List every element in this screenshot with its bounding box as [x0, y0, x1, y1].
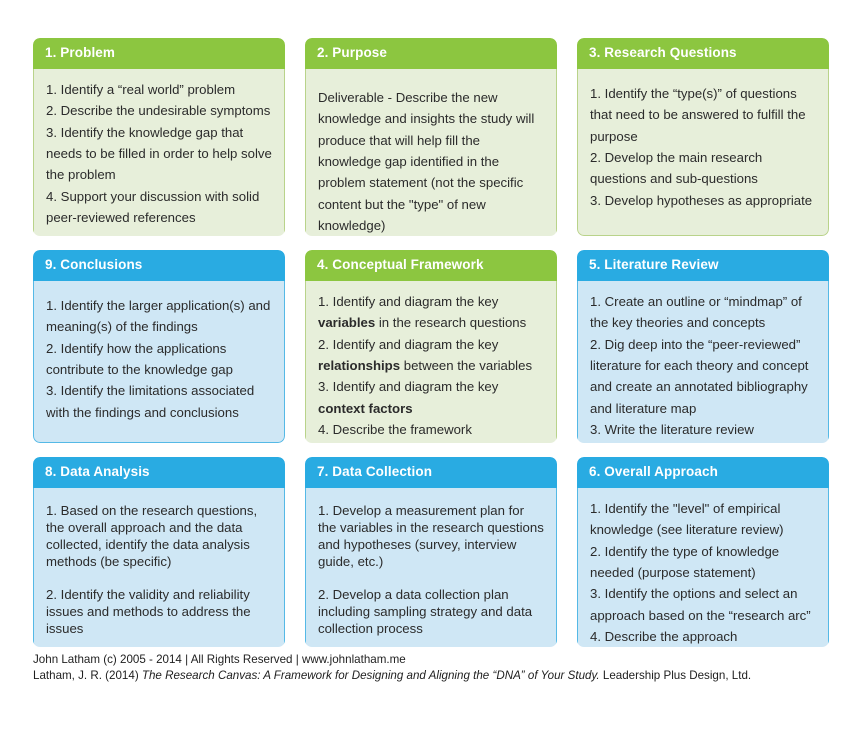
- card-title-data-analysis: 8. Data Analysis: [33, 457, 285, 488]
- card-title-overall-approach: 6. Overall Approach: [577, 457, 829, 488]
- citation-title: The Research Canvas: A Framework for Designing and Aligning the “DNA” of Your Study.: [141, 669, 600, 683]
- canvas-row-3: [33, 457, 827, 647]
- card-line: 3. Identify the knowledge gap that needs to be filled in order to help solve the problem: [46, 124, 272, 183]
- text-run: between the variables: [400, 357, 533, 373]
- card-research-questions[interactable]: [577, 38, 829, 236]
- card-title-literature-review: 5. Literature Review: [577, 250, 829, 281]
- card-title-conceptual-framework: 4. Conceptual Framework: [305, 250, 557, 281]
- footer-credit: John Latham (c) 2005 - 2014 | All Rights Reserved | www.johnlatham.me: [33, 653, 406, 666]
- card-line: 1. Develop a measurement plan for the variables in the research questions and hypotheses (survey, interview guide, etc.): [318, 502, 544, 570]
- card-line: [318, 419, 544, 440]
- card-line: 2. Develop the main research questions and sub-questions: [590, 149, 763, 187]
- card-problem[interactable]: [33, 38, 285, 236]
- card-line: 4. Describe the approach: [590, 629, 738, 645]
- card-title-problem: 1. Problem: [33, 38, 285, 69]
- canvas-row-1: [33, 38, 827, 236]
- card-line: 1. Based on the research questions, the overall approach and the data collected, identify the data analysis methods (be specific): [46, 502, 258, 570]
- card-title-research-questions: 3. Research Questions: [577, 38, 829, 69]
- card-data-analysis[interactable]: [33, 457, 285, 647]
- card-body-conclusions: [33, 281, 285, 443]
- card-line: 2. Dig deep into the “peer-reviewed” literature for each theory and concept and create an annotated bibliography and literature map: [590, 336, 809, 416]
- card-purpose[interactable]: [305, 38, 557, 236]
- card-body-research-questions: [577, 69, 829, 236]
- card-line: 3. Identify the limitations associated with the findings and conclusions: [46, 383, 255, 420]
- card-line: 1. Identify the larger application(s) and meaning(s) of the findings: [46, 297, 271, 335]
- citation-publisher: Leadership Plus Design, Ltd.: [599, 669, 752, 683]
- card-line: 3. Identify the options and select an approach based on the “research arc”: [590, 586, 811, 623]
- card-line: 2. Develop a data collection plan including sampling strategy and data collection process: [318, 586, 533, 636]
- card-line: 4. Support your discussion with solid peer-reviewed references: [46, 188, 260, 226]
- card-conclusions[interactable]: [33, 250, 285, 443]
- card-body-literature-review: [577, 281, 829, 443]
- text-run: 3. Identify and diagram the key: [318, 379, 499, 395]
- card-body-data-collection: [305, 488, 557, 647]
- card-line: 3. Develop hypotheses as appropriate: [590, 192, 813, 208]
- card-title-conclusions: 9. Conclusions: [33, 250, 285, 281]
- card-line: 3. Write the literature review: [590, 422, 754, 438]
- emphasis-term: variables: [318, 315, 376, 331]
- card-body-problem: [33, 69, 285, 236]
- card-line: 2. Identify how the applications contribute to the knowledge gap: [46, 340, 233, 377]
- emphasis-term: relationships: [318, 357, 401, 373]
- card-line: Deliverable - Describe the new knowledge and insights the study will produce that will help fill the knowledge gap identified in the problem statement (not the specific content but the "type" of new knowledge): [318, 89, 535, 234]
- text-run: in the research questions: [375, 315, 527, 331]
- card-line: 1. Identify the "level" of empirical knowledge (see literature review): [590, 500, 784, 538]
- footer: [33, 652, 751, 685]
- card-line: 1. Identify a “real world” problem: [46, 81, 236, 97]
- text-run: 4. Describe the framework: [318, 422, 472, 438]
- text-run: 2. Identify and diagram the key: [318, 336, 499, 352]
- card-body-data-analysis: [33, 488, 285, 647]
- card-line: 2. Identify the type of knowledge needed (purpose statement): [590, 543, 780, 580]
- text-run: 1. Identify and diagram the key: [318, 293, 499, 309]
- card-line: [318, 376, 544, 419]
- card-data-collection[interactable]: [305, 457, 557, 647]
- emphasis-term: context factors: [318, 400, 413, 416]
- card-title-data-collection: 7. Data Collection: [305, 457, 557, 488]
- citation-prefix: Latham, J. R. (2014): [33, 669, 142, 683]
- card-line: 2. Identify the validity and reliability issues and methods to address the issues: [46, 586, 251, 636]
- card-line: 1. Create an outline or “mindmap” of the key theories and concepts: [590, 293, 802, 331]
- card-title-purpose: 2. Purpose: [305, 38, 557, 69]
- card-line: [318, 291, 544, 334]
- card-conceptual-framework[interactable]: [305, 250, 557, 443]
- card-line: 1. Identify the “type(s)” of questions that need to be answered to fulfill the purpose: [590, 85, 806, 144]
- card-line: [318, 334, 544, 377]
- footer-citation: [33, 668, 751, 684]
- card-body-overall-approach: [577, 488, 829, 647]
- card-body-purpose: [305, 69, 557, 236]
- card-body-conceptual-framework: [305, 281, 557, 443]
- card-line: 2. Describe the undesirable symptoms: [46, 103, 271, 119]
- card-literature-review[interactable]: [577, 250, 829, 443]
- card-overall-approach[interactable]: [577, 457, 829, 647]
- canvas-row-2: [33, 250, 827, 443]
